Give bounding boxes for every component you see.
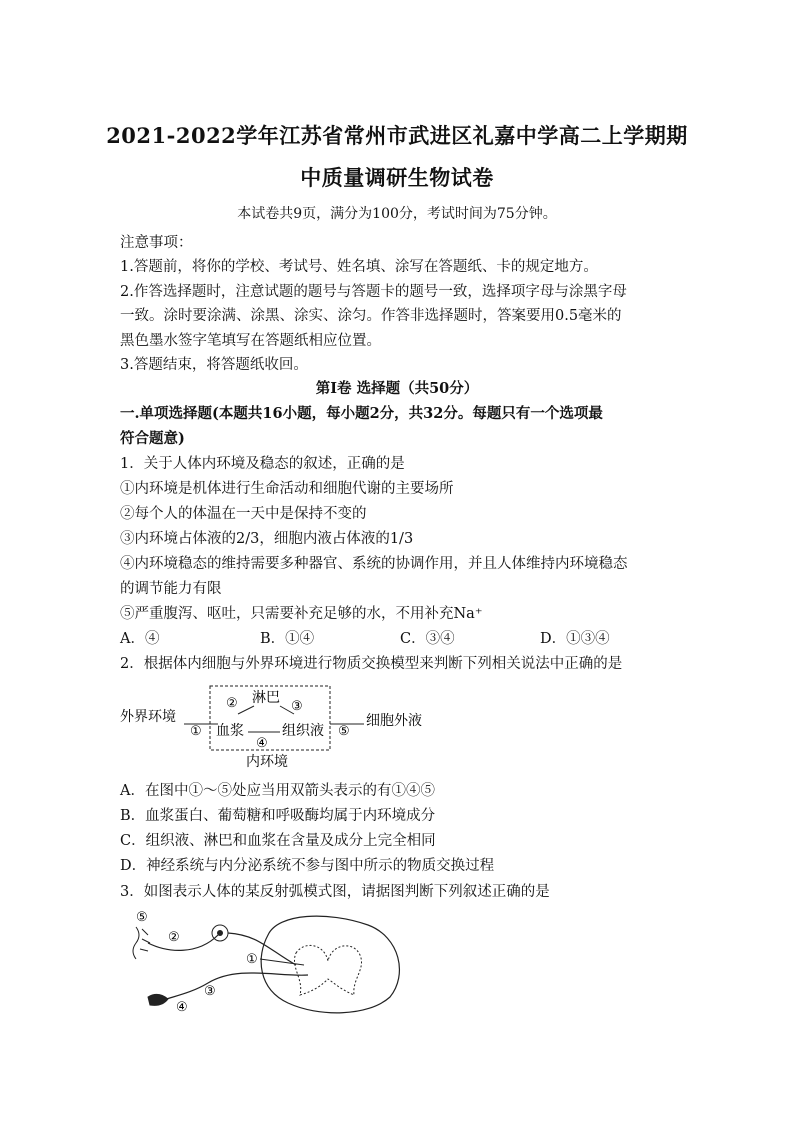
ganglion-nucleus (217, 930, 223, 936)
note-2c: 黑色墨水签字笔填写在答题纸相应位置。 (120, 333, 381, 349)
q3-marker-5: ⑤ (136, 910, 148, 925)
effector-muscle (148, 994, 168, 1005)
q3-stem: 3．如图表示人体的某反射弧模式图，请据图判断下列叙述正确的是 (120, 884, 550, 900)
outside-environment-label: 外界环境 (120, 709, 176, 725)
q1-statement-4a: ④内环境稳态的维持需要多种器官、系统的协调作用，并且人体维持内环境稳态 (120, 556, 628, 572)
q3-marker-3: ③ (204, 984, 216, 999)
plasma-label: 血浆 (216, 723, 244, 739)
q1-statement-4b: 的调节能力有限 (120, 581, 222, 597)
q1-option-c[interactable]: C．③④ (400, 631, 455, 647)
q2-stem: 2．根据体内细胞与外界环境进行物质交换模型来判断下列相关说法中正确的是 (120, 656, 623, 672)
note-2a: 2.作答选择题时，注意试题的题号与答题卡的题号一致，选择项字母与涂黑字母 (120, 284, 627, 300)
q1-statement-5: ⑤严重腹泻、呕吐，只需要补充足够的水，不用补充Na⁺ (120, 606, 483, 622)
extracellular-fluid-label: 细胞外液 (366, 713, 422, 729)
marker-4: ④ (256, 736, 268, 751)
q1-statement-3: ③内环境占体液的2/3，细胞内液占体液的1/3 (120, 531, 414, 547)
notes-heading: 注意事项： (120, 235, 193, 251)
q3-marker-2: ② (168, 930, 180, 945)
q2-option-b[interactable]: B．血浆蛋白、葡萄糖和呼吸酶均属于内环境成分 (120, 808, 436, 824)
afferent-fiber (148, 935, 218, 950)
note-2b: 一致。涂时要涂满、涂黑、涂实、涂匀。作答非选择题时，答案要用0.5毫米的 (120, 308, 622, 324)
q1-statement-1: ①内环境是机体进行生命活动和细胞代谢的主要场所 (120, 481, 454, 497)
exam-title-line1: 2021-2022学年江苏省常州市武进区礼嘉中学高二上学期期 (106, 123, 688, 148)
q3-reflex-arc-diagram (128, 905, 428, 1025)
exam-title-line2: 中质量调研生物试卷 (300, 165, 494, 190)
part1-heading-b: 符合题意) (120, 430, 185, 447)
q1-statement-2: ②每个人的体温在一天中是保持不变的 (120, 506, 367, 522)
receptor-endings (140, 929, 150, 951)
link-2 (238, 706, 254, 714)
marker-3: ③ (291, 699, 303, 714)
inner-environment-label: 内环境 (246, 754, 288, 770)
q2-option-d[interactable]: D．神经系统与内分泌系统不参与图中所示的物质交换过程 (120, 858, 495, 874)
marker-1: ① (190, 724, 202, 739)
marker-1-pointer (260, 959, 304, 965)
q2-option-c[interactable]: C．组织液、淋巴和血浆在含量及成分上完全相同 (120, 833, 436, 849)
tissue-fluid-label: 组织液 (282, 723, 324, 739)
q1-option-b[interactable]: B．①④ (260, 631, 315, 647)
marker-2: ② (226, 696, 238, 711)
q1-stem: 1．关于人体内环境及稳态的叙述，正确的是 (120, 456, 405, 472)
q3-marker-4: ④ (176, 1000, 188, 1015)
q2-option-a[interactable]: A．在图中①～⑤处应当用双箭头表示的有①④⑤ (120, 783, 435, 799)
part1-heading-a: 一.单项选择题(本题共16小题，每小题2分，共32分。每题只有一个选项最 (120, 405, 603, 422)
q1-option-a[interactable]: A．④ (120, 631, 160, 647)
note-3: 3.答题结束，将答题纸收回。 (120, 357, 308, 373)
q3-marker-1: ① (246, 952, 258, 967)
q1-options (120, 627, 680, 648)
q1-option-d[interactable]: D．①③④ (540, 631, 610, 647)
q2-exchange-diagram (118, 680, 438, 770)
note-1: 1.答题前，将你的学校、考试号、姓名填、涂写在答题纸、卡的规定地方。 (120, 259, 598, 275)
efferent-fiber (156, 973, 308, 1003)
exam-info: 本试卷共9页，满分为100分，考试时间为75分钟。 (237, 206, 557, 222)
section-title: 第Ⅰ卷 选择题（共50分） (315, 380, 479, 397)
spinal-cord (261, 916, 399, 1013)
marker-5: ⑤ (338, 724, 350, 739)
receptor-skin (133, 927, 139, 959)
gray-matter (294, 945, 361, 995)
lymph-label: 淋巴 (252, 690, 280, 706)
